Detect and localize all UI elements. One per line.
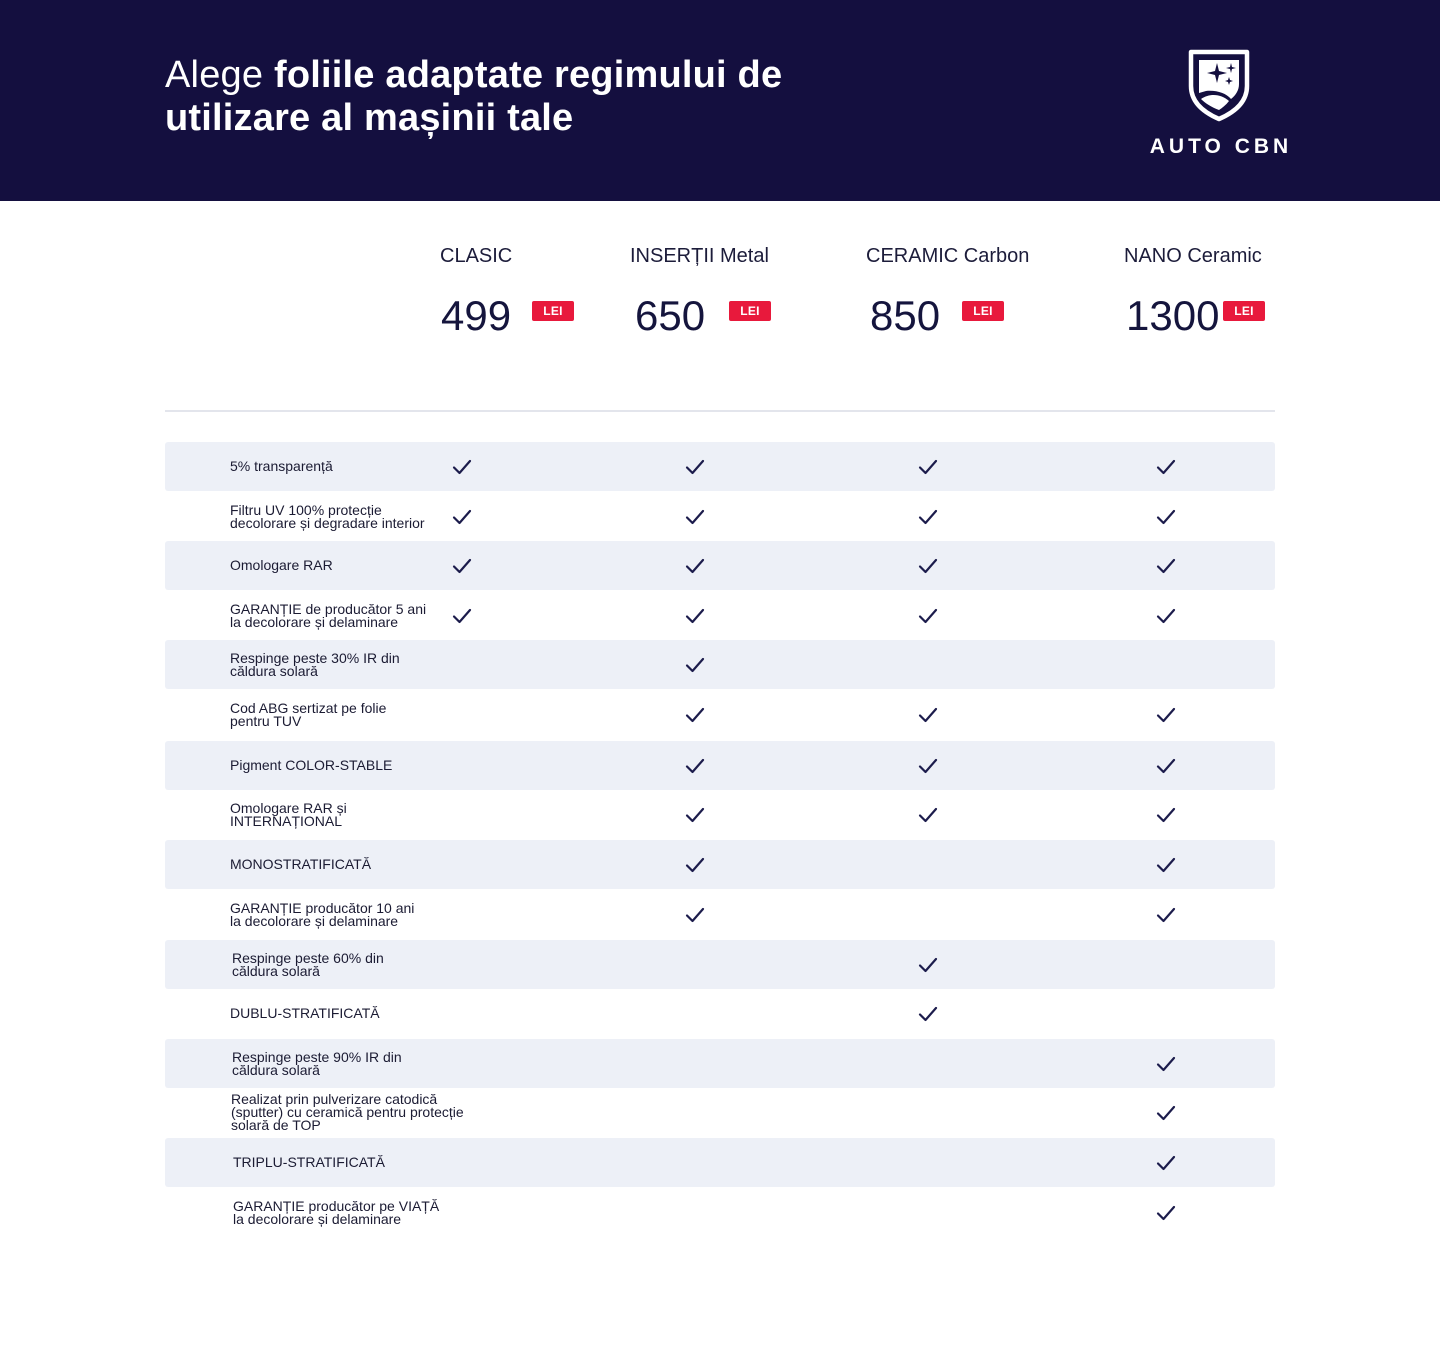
feature-label-line: (sputter) cu ceramică pentru protecție — [231, 1104, 464, 1120]
feature-label-line: pentru TUV — [230, 713, 302, 729]
checkmark-icon — [1156, 807, 1176, 823]
currency-badge: LEI — [729, 301, 771, 321]
checkmark-icon — [1156, 707, 1176, 723]
checkmark-icon — [452, 608, 472, 624]
page-title — [165, 54, 782, 140]
checkmark-icon — [1156, 509, 1176, 525]
checkmark-icon — [685, 459, 705, 475]
table-row — [165, 840, 1275, 889]
feature-label-line: TRIPLU-STRATIFICATĂ — [233, 1154, 385, 1170]
feature-label-line: Filtru UV 100% protecție — [230, 502, 382, 518]
checkmark-icon — [1156, 1105, 1176, 1121]
table-row — [165, 790, 1275, 839]
checkmark-icon — [685, 707, 705, 723]
table-row — [165, 492, 1275, 541]
feature-label-line: GARANȚIE producător 10 ani — [230, 900, 415, 916]
feature-label-line: la decolorare și delaminare — [230, 913, 399, 929]
feature-label-line: INTERNAȚIONAL — [230, 813, 343, 829]
table-row — [165, 541, 1275, 590]
table-row — [165, 1138, 1275, 1187]
feature-label-line: decolorare și degradare interior — [230, 515, 425, 531]
checkmark-icon — [452, 558, 472, 574]
feature-label-line: Omologare RAR — [230, 557, 333, 573]
table-row — [165, 1088, 1275, 1137]
feature-label — [230, 559, 333, 572]
checkmark-icon — [918, 558, 938, 574]
checkmark-icon — [1156, 1056, 1176, 1072]
checkmark-icon — [918, 509, 938, 525]
currency-badge: LEI — [532, 301, 574, 321]
title-light: Alege — [165, 54, 264, 96]
checkmark-icon — [918, 807, 938, 823]
checkmark-icon — [918, 459, 938, 475]
checkmark-icon — [1156, 459, 1176, 475]
feature-label — [232, 952, 384, 978]
feature-label-line: Realizat prin pulverizare catodică — [231, 1091, 438, 1107]
plan-name: CERAMIC Carbon — [866, 245, 1030, 267]
checkmark-icon — [1156, 907, 1176, 923]
feature-label-line: la decolorare și delaminare — [233, 1211, 402, 1227]
feature-label — [230, 603, 426, 629]
feature-label — [230, 902, 414, 928]
feature-label-line: DUBLU-STRATIFICATĂ — [230, 1005, 380, 1021]
table-row — [165, 640, 1275, 689]
feature-label-line: Respinge peste 30% IR din — [230, 650, 400, 666]
plan-name: INSERȚII Metal — [630, 245, 769, 267]
table-row — [165, 690, 1275, 739]
checkmark-icon — [1156, 1205, 1176, 1221]
feature-label — [233, 1156, 385, 1169]
checkmark-icon — [918, 608, 938, 624]
table-row — [165, 442, 1275, 491]
feature-label — [230, 858, 371, 871]
table-row — [165, 940, 1275, 989]
feature-label-line: 5% transparență — [230, 458, 333, 474]
checkmark-icon — [685, 657, 705, 673]
checkmark-icon — [685, 857, 705, 873]
feature-label — [230, 802, 347, 828]
title-bold-line2: utilizare al mașinii tale — [165, 97, 574, 139]
checkmark-icon — [452, 459, 472, 475]
plan-name: NANO Ceramic — [1124, 245, 1262, 267]
feature-label-line: căldura solară — [232, 1062, 320, 1078]
checkmark-icon — [918, 707, 938, 723]
logo-text: AUTO CBN — [1149, 135, 1293, 158]
title-bold-line1: foliile adaptate regimului de — [273, 54, 783, 96]
checkmark-icon — [918, 1006, 938, 1022]
currency-badge: LEI — [962, 301, 1004, 321]
feature-label-line: solară de TOP — [231, 1117, 321, 1133]
checkmark-icon — [685, 807, 705, 823]
plan-name: CLASIC — [440, 245, 513, 267]
feature-label — [231, 1093, 464, 1132]
feature-label-line: GARANȚIE de producător 5 ani — [230, 601, 427, 617]
divider — [165, 410, 1275, 412]
feature-label — [232, 1051, 402, 1077]
feature-label-line: Pigment COLOR-STABLE — [230, 757, 393, 773]
feature-label-line: căldura solară — [232, 963, 320, 979]
feature-label — [230, 759, 392, 772]
checkmark-icon — [918, 758, 938, 774]
feature-label-line: GARANȚIE producător pe VIAȚĂ — [233, 1198, 440, 1214]
checkmark-icon — [1156, 608, 1176, 624]
auto-cbn-logo[interactable] — [1136, 46, 1306, 158]
checkmark-icon — [918, 957, 938, 973]
feature-label — [230, 1007, 380, 1020]
checkmark-icon — [1156, 758, 1176, 774]
feature-label-line: MONOSTRATIFICATĂ — [230, 856, 372, 872]
checkmark-icon — [685, 608, 705, 624]
feature-label-line: Cod ABG sertizat pe folie — [230, 700, 387, 716]
feature-label — [233, 1200, 439, 1226]
currency-badge: LEI — [1223, 301, 1265, 321]
checkmark-icon — [685, 907, 705, 923]
feature-label — [230, 652, 400, 678]
feature-label-line: Omologare RAR și — [230, 800, 347, 816]
table-row — [165, 890, 1275, 939]
table-row — [165, 591, 1275, 640]
checkmark-icon — [685, 509, 705, 525]
table-row — [165, 1188, 1275, 1237]
feature-label-line: la decolorare și delaminare — [230, 614, 399, 630]
table-row — [165, 1039, 1275, 1088]
checkmark-icon — [1156, 857, 1176, 873]
checkmark-icon — [1156, 558, 1176, 574]
checkmark-icon — [685, 758, 705, 774]
feature-label-line: Respinge peste 90% IR din — [232, 1049, 402, 1065]
feature-label — [230, 702, 386, 728]
plan-price: 499 — [441, 292, 512, 339]
plan-price: 850 — [870, 292, 941, 339]
checkmark-icon — [452, 509, 472, 525]
table-row — [165, 989, 1275, 1038]
table-row — [165, 741, 1275, 790]
plan-price: 1300 — [1126, 292, 1220, 339]
plan-price: 650 — [635, 292, 706, 339]
feature-label — [230, 504, 425, 530]
header-banner — [0, 0, 1440, 201]
checkmark-icon — [1156, 1155, 1176, 1171]
feature-label — [230, 460, 333, 473]
shield-stars-icon — [1186, 46, 1252, 122]
feature-label-line: Respinge peste 60% din — [232, 950, 384, 966]
feature-label-line: căldura solară — [230, 663, 318, 679]
checkmark-icon — [685, 558, 705, 574]
